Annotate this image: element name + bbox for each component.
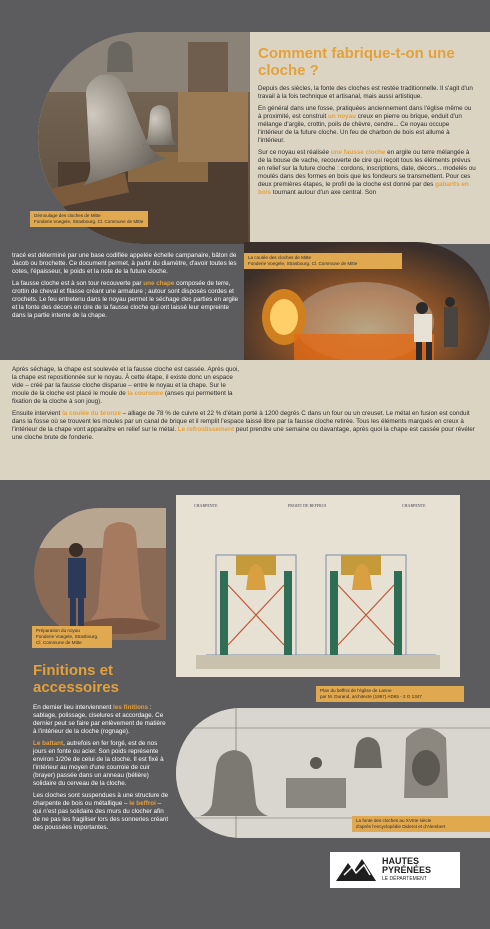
hautes-pyrenees-logo <box>330 852 460 888</box>
logo-line2: PYRÉNÉES <box>382 864 432 875</box>
plan-label-left: CHARPENTE <box>194 503 218 508</box>
section1-p2: En général dans une fosse, pratiquées anciennement dans l'église même ou à proximité, est construit un noyau creux en pierre ou brique, enduit d'un mélange d'argile, crottin, poils de chèvre, cendre... Ce noyau occupe l'intérieur de la future cloche. Un feu de charbon de bois est allumé à l'intérieur. <box>258 105 472 144</box>
section4-title: Finitions et accessoires <box>33 662 119 696</box>
logo-line1: HAUTES <box>382 855 420 866</box>
plan-caption: Plan du beffroi de l'église de Lanne par M. Durand, architecte (1867) AD65 - 2 O 1347 <box>316 686 464 702</box>
section3-text <box>12 366 482 446</box>
section3-p2: Ensuite intervient la coulée du bronze – alliage de 78 % de cuivre et 22 % d'étain porté à 1200 degrés C dans un four ou un creuset. Le métal en fusion est conduit dans la fosse où se trouvent les moules par un canal de brique et il remplit l'espace laissé libre par la fausse cloche retirée. Tous les éléments marqués en creux à l'intérieur de la chape vont apparaître en relief sur le métal. Le refroidissement peut prendre une semaine ou davantage, après quoi la chape est cassée pour révéler une cloche brute de fonderie. <box>12 410 475 441</box>
section4-p1: En dernier lieu interviennent les finitions : sablage, polissage, ciselures et accordage. Ce dernier peut se faire par enlèvement de matière à l'intérieur de la cloche (rognage). <box>33 704 166 735</box>
section1-p1: Depuis des siècles, la fonte des cloches est restée traditionnelle. Il s'agit d'un travail à la fois technique et artisanal, mais aussi artistique. <box>258 85 473 100</box>
section2-photo-caption: La coulée des cloches de Mitte Fonderie Voegele, Strasbourg. Cl. Commune de Mitte <box>244 253 402 269</box>
section1-title: Comment fabrique-t-on une cloche ? <box>258 45 455 79</box>
plan-label-center: PROJET DE BEFFROI <box>288 503 326 508</box>
section1-text <box>258 45 476 201</box>
section2-text <box>12 252 244 324</box>
plan-label-right: CHARPENTE <box>402 503 426 508</box>
section2-p1: tracé est déterminé par une base codifiée appelée échelle campanaire, bâton de Jacob ou brochette. Ce document permet, à partir du diamètre, d'avoir toutes les cotes, l'épaisseur, le poids et la note de la future cloche. <box>12 252 237 275</box>
section1-p3: Sur ce noyau est réalisée une fausse cloche en argile ou terre mélangée à de la bouse de vache, recouverte de cire qui reçoit tous les éléments prévus en relief sur la future cloche : cordons, inscriptions, date, décors... modelés ou moulés dans des formes en bois que les fondeurs se transmettent. Pour ces deux premières étapes, le profil de la cloche est donné par des gabarits en bois tournant autour d'un axe central. Son <box>258 149 476 196</box>
section4-p2: Le battant, autrefois en fer forgé, est de nos jours en fonte ou acier. Son poids représente environ 1/20e de celui de la cloche. Il est fixé à l'intérieur au moyen d'une courroie de cuir (brayer) passée dans un anneau (bélière) solidaire du cerveau de la cloche. <box>33 740 164 787</box>
core-preparation-photo <box>34 508 166 640</box>
logo-line3: LE DÉPARTEMENT <box>382 875 427 882</box>
section4-p3: Les cloches sont suspendues à une structure de charpente de bois ou métallique – le beffroi – qui n'est pas solidaire des murs du clocher afin de ne pas les fragiliser lors des sonneries créant des poussées importantes. <box>33 792 169 831</box>
section1-photo-caption: Démoulage des cloches de Mitte Fonderie Voegele, Strasbourg. Cl. Commune de Mitte <box>30 211 148 227</box>
section4-text <box>33 662 169 836</box>
section2-p2: La fausse cloche est à son tour recouverte par une chape composée de terre, crottin de cheval et filasse créant une armature ; autour sont disposés cordes et crochets. Le feu entretenu dans le noyau permet le séchage des parties en argile et la fonte des décors en cire de la fausse cloche qui ont laissé leur empreinte dans la partie interne de la chape. <box>12 280 239 319</box>
section3-p1: Après séchage, la chape est soulevée et la fausse cloche est cassée. Après quoi, la chape est repositionnée sur le noyau. À cette étape, il existe donc un espace vide – créé par la fausse cloche disparue – entre le noyau et la chape. Sur le moule de la cloche est placé le moule de la couronne (anses qui permettent la fixation de la cloche à son joug). <box>12 366 240 405</box>
engraving-caption: La fonte des cloches au XVIIIe siècle d'après l'encyclopédie Diderot et d'Alembert <box>352 816 490 832</box>
section4-photo-caption: Préparation du noyau Fonderie Voegele, Strasbourg. Cl. Commune de Mitte <box>32 626 112 648</box>
mountain-icon <box>334 855 378 885</box>
belfry-plan-drawing <box>176 495 460 677</box>
